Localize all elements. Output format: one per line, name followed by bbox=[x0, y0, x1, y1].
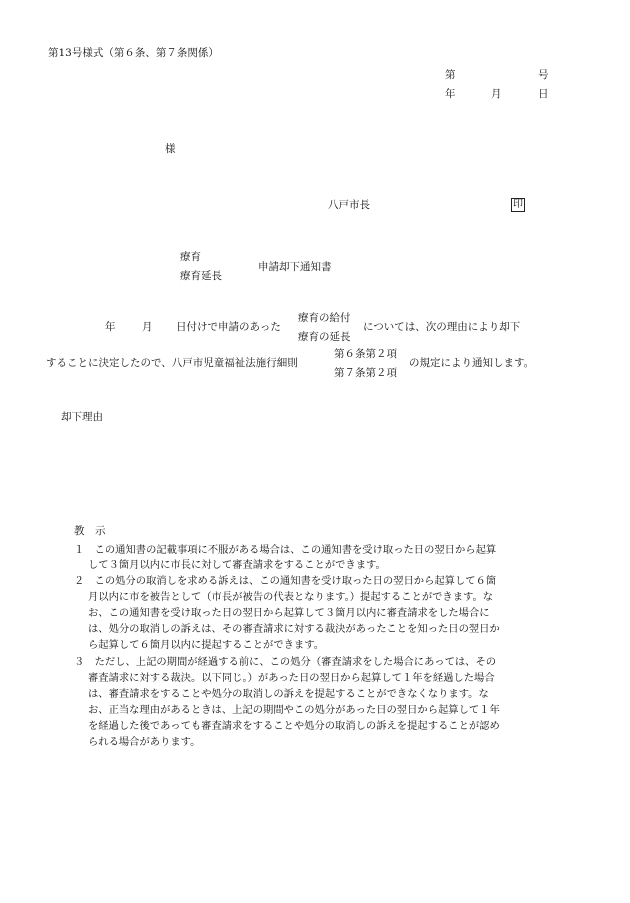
body-month: 月 bbox=[142, 321, 153, 333]
title-option-2: 療育延長 bbox=[180, 270, 222, 282]
instruction-line: ら起算して６箇月以内に提起することができます。 bbox=[88, 639, 325, 651]
instruction-heading: 教 示 bbox=[74, 525, 106, 537]
title-option-1: 療育 bbox=[180, 251, 201, 263]
document-title: 申請却下通知書 bbox=[258, 261, 332, 273]
body-line2-prefix: することに決定したので、八戸市児童福祉法施行細則 bbox=[46, 357, 298, 369]
doc-number-go: 号 bbox=[538, 69, 549, 81]
addressee-honorific: 様 bbox=[165, 143, 176, 155]
form-header: 第13号様式（第６条、第７条関係） bbox=[48, 47, 219, 59]
instruction-line: は、審査請求をすることや処分の取消しの訴えを提起することができなくなります。な bbox=[88, 688, 489, 700]
date-month: 月 bbox=[491, 88, 502, 100]
seal-mark: 印 bbox=[513, 199, 523, 210]
instruction-line: ３ ただし、上記の期間が経過する前に、この処分（審査請求をした場合にあっては、その bbox=[74, 656, 497, 668]
instruction-line: お、この通知書を受け取った日の翌日から起算して３箇月以内に審査請求をした場合に bbox=[88, 607, 490, 619]
body-line2-option-1: 第６条第２項 bbox=[334, 348, 397, 360]
doc-number-dai: 第 bbox=[445, 69, 456, 81]
body-line2-suffix: の規定により通知します。 bbox=[409, 357, 535, 369]
body-line1-prefix: 日付けで申請のあった bbox=[176, 321, 281, 333]
body-year: 年 bbox=[105, 321, 116, 333]
date-year: 年 bbox=[445, 88, 456, 100]
instruction-line: 月以内に市を被告として（市長が被告の代表となります。）提起することができます。な bbox=[88, 591, 494, 603]
body-line1-option-1: 療育の給付 bbox=[298, 312, 351, 324]
instruction-line: して３箇月以内に市長に対して審査請求をすることができます。 bbox=[88, 559, 386, 571]
instruction-line: られる場合があります。 bbox=[88, 736, 201, 748]
date-day: 日 bbox=[538, 88, 549, 100]
body-line1-suffix: については、次の理由により却下 bbox=[363, 321, 521, 333]
instruction-line: ２ この処分の取消しを求める訴えは、この通知書を受け取った日の翌日から起算して６箇 bbox=[74, 575, 497, 587]
instruction-line: １ この通知書の記載事項に不服がある場合は、この通知書を受け取った日の翌日から起算 bbox=[74, 544, 497, 556]
instruction-line: は、処分の取消しの訴えは、その審査請求に対する裁決があったことを知った日の翌日か bbox=[88, 623, 500, 635]
instruction-line: 審査請求に対する裁決。以下同じ。）があった日の翌日から起算して１年を経過した場合 bbox=[88, 672, 495, 684]
instruction-line: を経過した後であっても審査請求をすることや処分の取消しの訴えを提起することが認め bbox=[88, 720, 500, 732]
instruction-line: お、正当な理由があるときは、上記の期間やこの処分があった日の翌日から起算して１年 bbox=[88, 704, 500, 716]
body-line2-option-2: 第７条第２項 bbox=[334, 367, 397, 379]
reason-label: 却下理由 bbox=[61, 411, 103, 423]
body-line1-option-2: 療育の延長 bbox=[298, 331, 351, 343]
sender-title: 八戸市長 bbox=[328, 199, 370, 211]
